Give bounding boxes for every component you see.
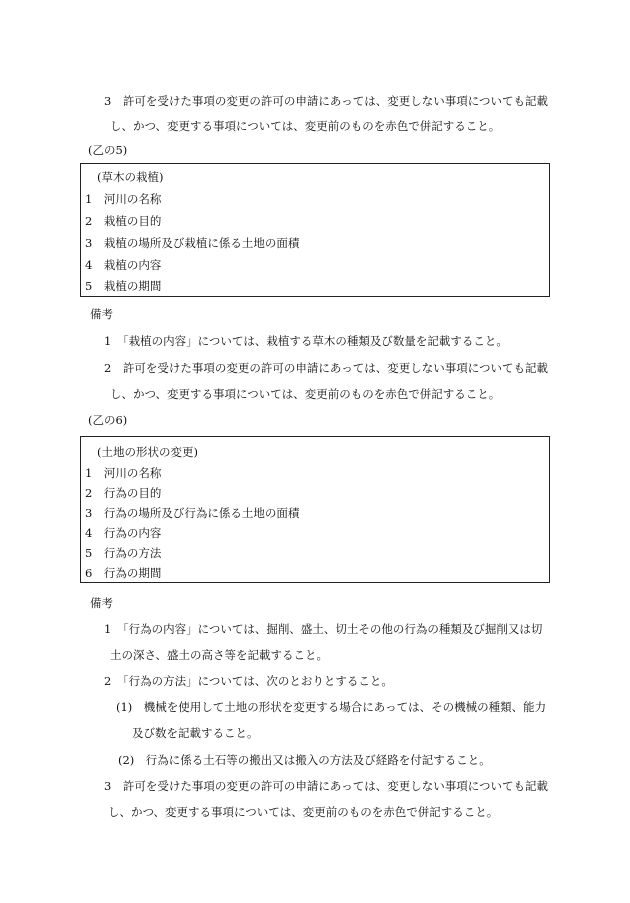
remark-3-line2: し、かつ、変更する事項については、変更前のものを赤色で併記すること。 [110, 119, 501, 133]
box-item-5: 5 栽植の期間 [85, 279, 162, 293]
box-title: (草木の栽植) [97, 170, 164, 184]
box-item-2: 2 行為の目的 [85, 486, 162, 500]
box-item-3: 3 行為の場所及び行為に係る土地の面積 [85, 506, 300, 520]
box-item-2: 2 栽植の目的 [85, 214, 162, 228]
sub-item-1-line1: (1) 機械を使用して土地の形状を変更する場合にあっては、その機械の種類、能力 [116, 700, 547, 714]
remark-1-line2: 土の深さ、盛土の高さ等を記載すること。 [110, 648, 329, 662]
section-6-heading: (乙の6) [88, 413, 128, 427]
box-item-4: 4 栽植の内容 [85, 258, 162, 272]
land-change-items-box [80, 436, 550, 583]
box-title: (土地の形状の変更) [97, 445, 198, 459]
remark-3-line2: し、かつ、変更する事項については、変更前のものを赤色で併記すること。 [108, 805, 499, 819]
remarks-heading: 備考 [90, 596, 113, 610]
section-5-heading: (乙の5) [88, 143, 128, 157]
remark-3-line1: 3 許可を受けた事項の変更の許可の申請にあっては、変更しない事項についても記載 [104, 779, 548, 793]
remark-2-line2: し、かつ、変更する事項については、変更前のものを赤色で併記すること。 [110, 387, 501, 401]
remark-2: 2 「行為の方法」については、次のとおりとすること。 [104, 674, 393, 688]
box-item-1: 1 河川の名称 [85, 466, 162, 480]
remark-3-line1: 3 許可を受けた事項の変更の許可の申請にあっては、変更しない事項についても記載 [104, 94, 548, 108]
remark-1-line1: 1 「行為の内容」については、掘削、盛土、切土その他の行為の種類及び掘削又は切 [104, 622, 543, 636]
remark-1: 1 「栽植の内容」については、栽植する草木の種類及び数量を記載すること。 [104, 334, 508, 348]
remark-2-line1: 2 許可を受けた事項の変更の許可の申請にあっては、変更しない事項についても記載 [104, 361, 548, 375]
remarks-heading: 備考 [90, 307, 113, 321]
box-item-6: 6 行為の期間 [85, 566, 162, 580]
planting-items-box [80, 163, 550, 297]
sub-item-1-line2: 及び数を記載すること。 [132, 726, 259, 740]
sub-item-2: (2) 行為に係る土石等の搬出又は搬入の方法及び経路を付記すること。 [118, 753, 491, 767]
box-item-3: 3 栽植の場所及び栽植に係る土地の面積 [85, 236, 300, 250]
box-item-1: 1 河川の名称 [85, 192, 162, 206]
box-item-5: 5 行為の方法 [85, 546, 162, 560]
box-item-4: 4 行為の内容 [85, 526, 162, 540]
